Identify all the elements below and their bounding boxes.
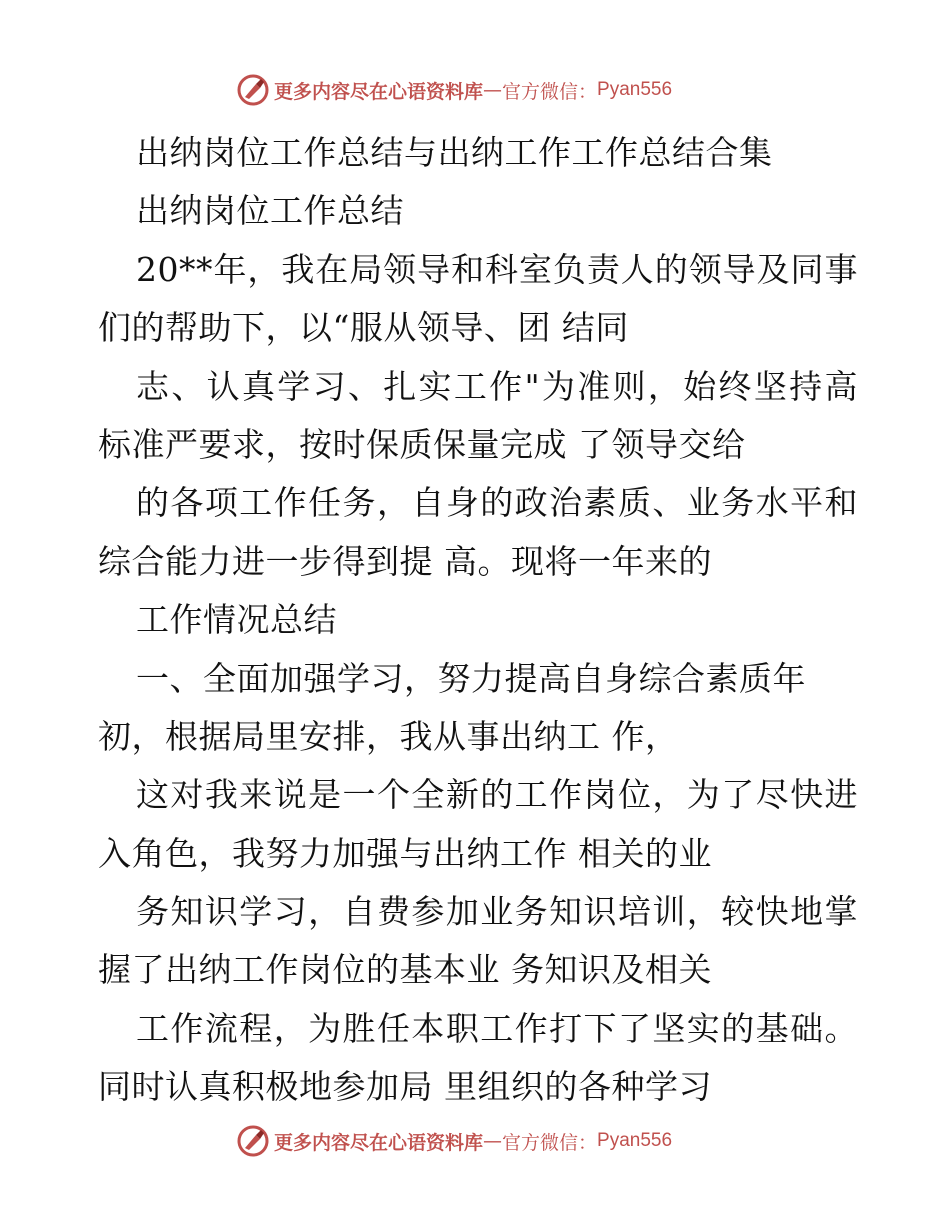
watermark-title: 更多内容尽在心语资料库 (274, 80, 484, 103)
watermark-account: Pyan556 (597, 79, 673, 100)
watermark-account: Pyan556 (597, 1130, 673, 1151)
watermark-wechat-label: 官方微信： (502, 80, 598, 103)
footer-watermark (236, 1123, 672, 1159)
pen-nib-circle-icon (236, 1124, 270, 1158)
watermark-wechat-label: 官方微信： (502, 1131, 598, 1154)
text-line: 初，根据局里安排，我从事出纳工 作， (98, 716, 679, 756)
text-line: 们的帮助下，以“服从领导、团 结同 (98, 308, 629, 348)
text-line: 入角色，我努力加强与出纳工作 相关的业 (98, 833, 712, 873)
text-line: 的各项工作任务，自身的政治素质、业务水平和 (136, 483, 858, 523)
text-line: 志、认真学习、扎实工作"为准则，始终坚持高 (136, 366, 858, 406)
text-line: 20**年，我在局领导和科室负责人的领导及同事 (136, 249, 858, 289)
watermark-separator: — (483, 79, 503, 101)
document-body (98, 124, 858, 1117)
text-line: 工作情况总结 (136, 600, 337, 640)
text-line: 握了出纳工作岗位的基本业 务知识及相关 (98, 950, 712, 990)
watermark-separator: — (483, 1130, 503, 1152)
pen-nib-circle-icon (236, 73, 270, 107)
section-heading: 出纳岗位工作总结 (136, 191, 404, 231)
text-line: 工作流程，为胜任本职工作打下了坚实的基础。 (136, 1008, 858, 1048)
text-line: 这对我来说是一个全新的工作岗位，为了尽快进 (136, 775, 858, 815)
text-line: 同时认真积极地参加局 里组织的各种学习 (98, 1067, 712, 1107)
text-line: 一、全面加强学习，努力提高自身综合素质年 (136, 658, 806, 698)
text-line: 综合能力进一步得到提 高。现将一年来的 (98, 541, 712, 581)
header-watermark (236, 72, 672, 108)
text-line: 务知识学习，自费参加业务知识培训，较快地掌 (136, 892, 858, 932)
document-title: 出纳岗位工作总结与出纳工作工作总结合集 (136, 133, 773, 172)
text-line: 标准严要求，按时保质保量完成 了领导交给 (98, 424, 746, 464)
watermark-title: 更多内容尽在心语资料库 (274, 1131, 484, 1154)
